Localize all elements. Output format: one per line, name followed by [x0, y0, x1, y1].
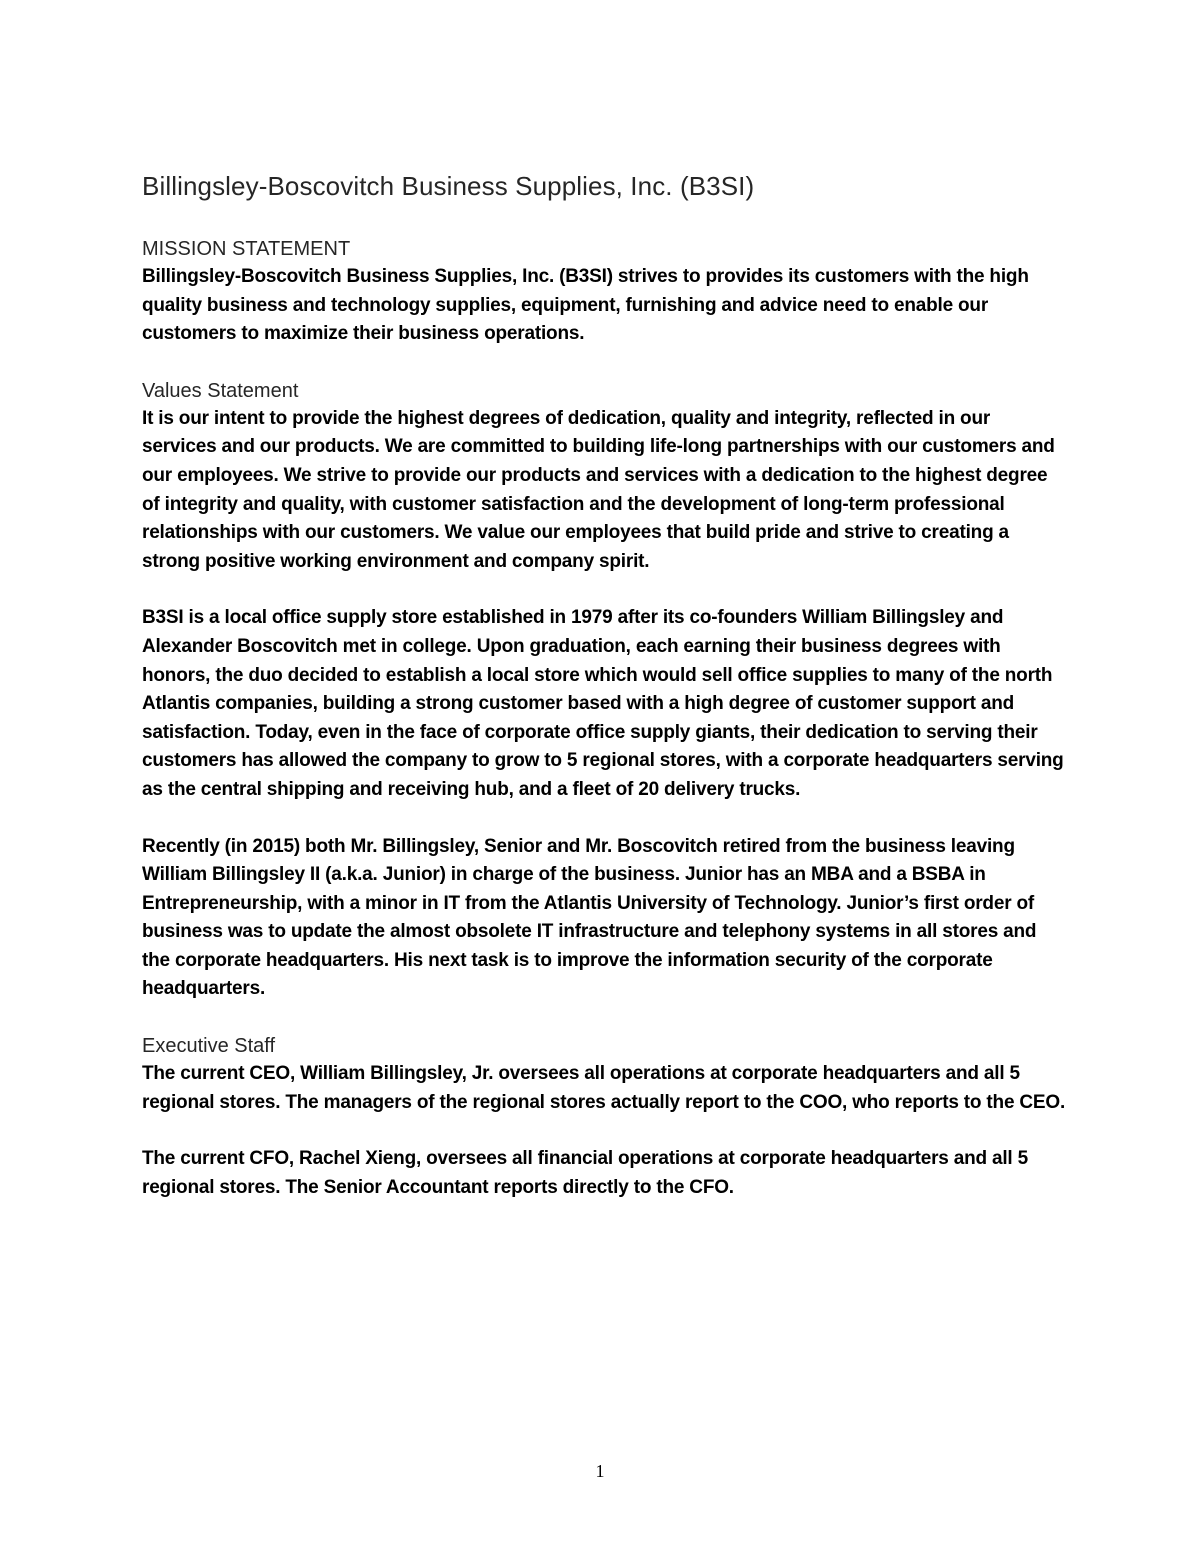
document-body: [142, 167, 1067, 1230]
executive-ceo-paragraph: The current CEO, William Billingsley, Jr. oversees all operations at corporate headquarters and all 5 regional stores. The managers of the regional stores actually report to the COO, who reports to the CEO.: [142, 1063, 1066, 1113]
mission-heading: MISSION STATEMENT: [142, 238, 351, 260]
history-paragraph-leadership: Recently (in 2015) both Mr. Billingsley, Senior and Mr. Boscovitch retired from the business leaving William Billingsley II (a.k.a. Junior) in charge of the business. Junior has an MBA and a BSBA in Entrepreneurship, with a minor in IT from the Atlantis University of Technology. Junior’s first order of business was to update the almost obsolete IT infrastructure and telephony systems in all stores and the corporate headquarters. His next task is to improve the information security of the corporate headquarters.: [142, 835, 1037, 1000]
document-title: Billingsley-Boscovitch Business Supplies, Inc. (B3SI): [142, 171, 755, 201]
values-heading: Values Statement: [142, 379, 299, 402]
values-statement-text: It is our intent to provide the highest degrees of dedication, quality and integrity, reflected in our services and our products. We are committed to building life-long partnerships with our customers and our employees. We strive to provide our products and services with a dedication to the highest degree of integrity and quality, with customer satisfaction and the development of long-term professional relationships with our customers. We value our employees that build pride and strive to creating a strong positive working environment and company spirit.: [142, 407, 1055, 572]
executive-staff-heading: Executive Staff: [142, 1035, 276, 1058]
mission-statement-text: Billingsley-Boscovitch Business Supplies, Inc. (B3SI) strives to provides its customers with the high quality business and technology supplies, equipment, furnishing and advice need to enable our customers to maximize their business operations.: [142, 266, 1029, 345]
page-number: 1: [595, 1461, 605, 1481]
executive-cfo-paragraph: The current CFO, Rachel Xieng, oversees all financial operations at corporate headquarters and all 5 regional stores. The Senior Accountant reports directly to the CFO.: [142, 1148, 1028, 1198]
history-paragraph-founding: B3SI is a local office supply store established in 1979 after its co-founders William Billingsley and Alexander Boscovitch met in college. Upon graduation, each earning their business degrees with honors, the duo decided to establish a local store which would sell office supplies to many of the north Atlantis companies, building a strong customer based with a high degree of customer support and satisfaction. Today, even in the face of corporate office supply giants, their dedication to serving their customers has allowed the company to grow to 5 regional stores, with a corporate headquarters serving as the central shipping and receiving hub, and a fleet of 20 delivery trucks.: [142, 607, 1064, 800]
